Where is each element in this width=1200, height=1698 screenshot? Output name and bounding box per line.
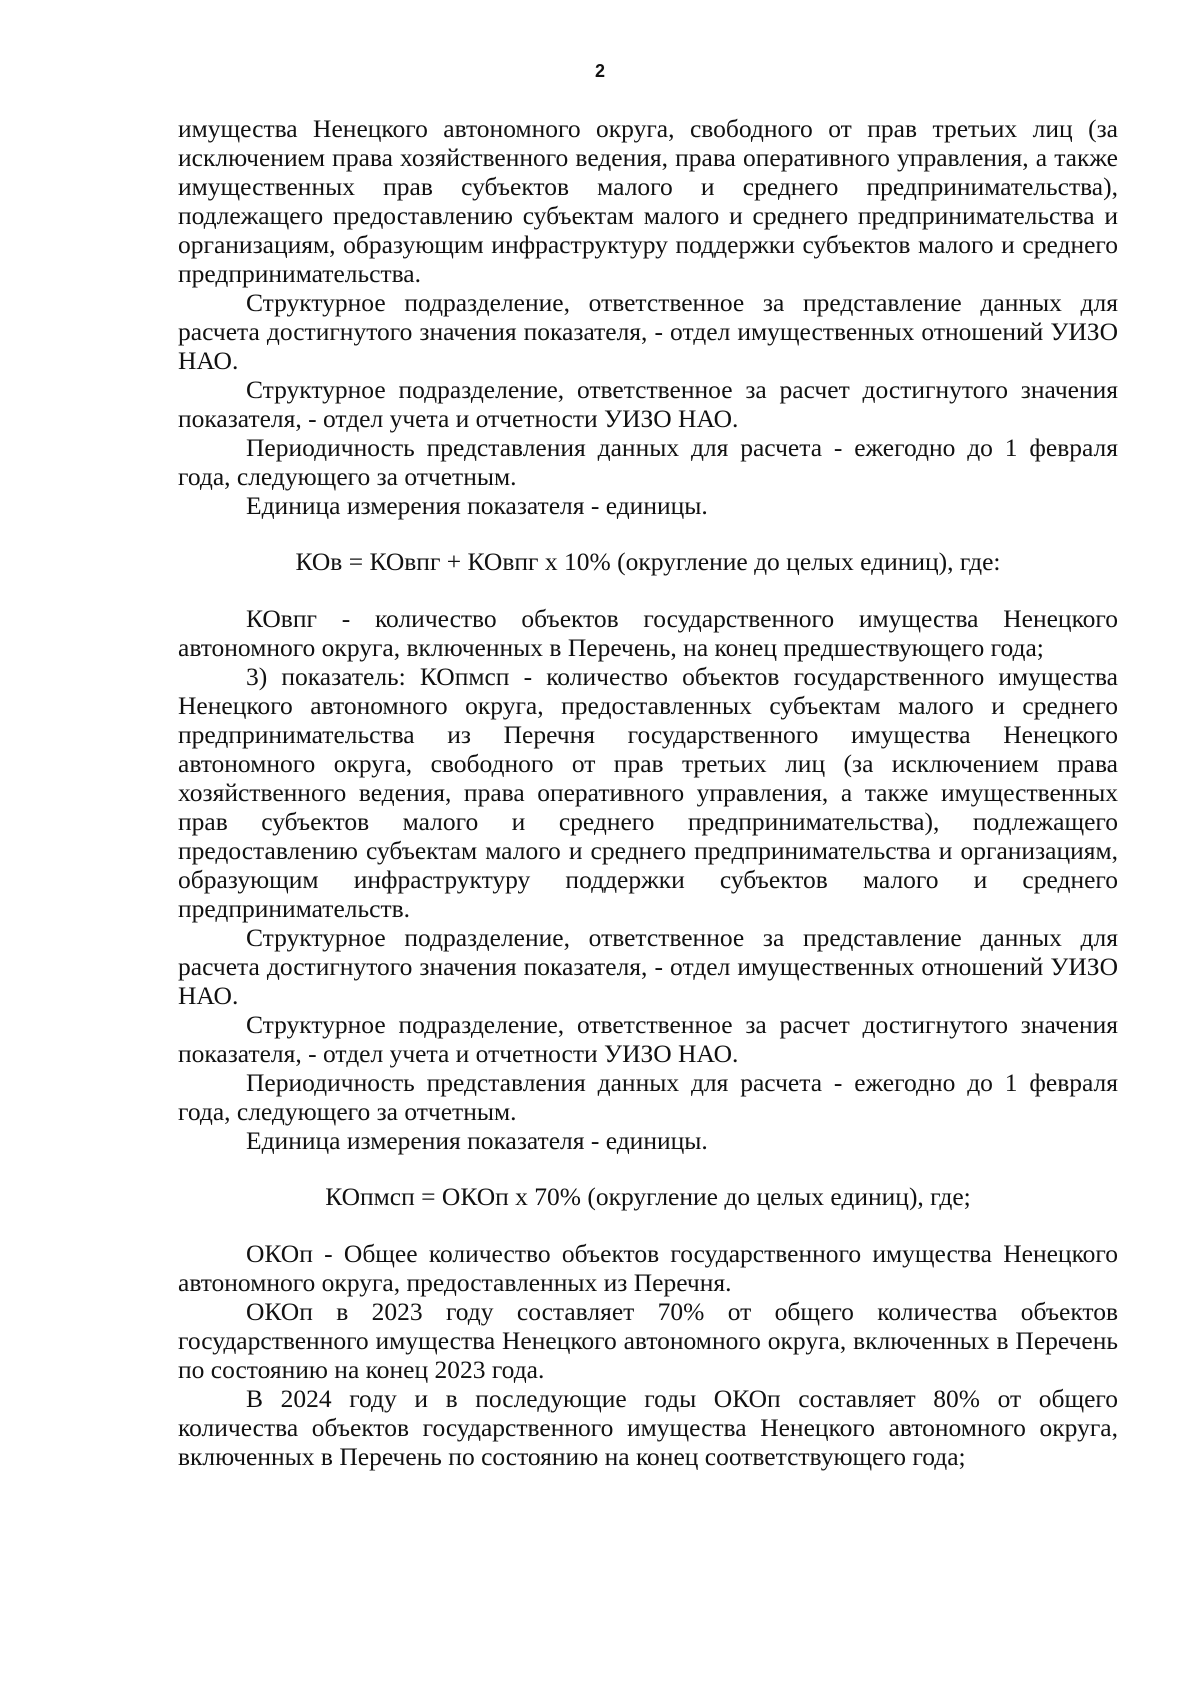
paragraph-kovpg-definition: КОвпг - количество объектов государственного имущества Ненецкого автономного округа, включенных в Перечень, на конец предшествующего года;: [178, 604, 1118, 662]
formula-kopmsp: КОпмсп = ОКОп х 70% (округление до целых единиц), где;: [325, 1182, 971, 1211]
paragraph-periodicity-2: Периодичность представления данных для расчета - ежегодно до 1 февраля года, следующего за отчетным.: [178, 1068, 1118, 1126]
paragraph-periodicity: Периодичность представления данных для расчета - ежегодно до 1 февраля года, следующего за отчетным.: [178, 433, 1118, 491]
paragraph-indicator-3: 3) показатель: КОпмсп - количество объектов государственного имущества Ненецкого автономного округа, предоставленных субъектам малого и среднего предпринимательства из Перечня государственного имущества Ненецкого автономного округа, свободного от прав третьих лиц (за исключением права хозяйственного ведения, права оперативного управления, а также имущественных прав субъектов малого и среднего предпринимательства), подлежащего предоставлению субъектам малого и среднего предпринимательства и организациям, образующим инфраструктуру поддержки субъектов малого и среднего предпринимательств.: [178, 662, 1118, 923]
paragraph-measurement-unit: Единица измерения показателя - единицы.: [246, 491, 708, 520]
paragraph-calculation-unit: Структурное подразделение, ответственное за расчет достигнутого значения показателя, - отдел учета и отчетности УИЗО НАО.: [178, 375, 1118, 433]
paragraph-data-provider: Структурное подразделение, ответственное за представление данных для расчета достигнутого значения показателя, - отдел имущественных отношений УИЗО НАО.: [178, 288, 1118, 375]
page-number: 2: [594, 61, 605, 81]
paragraph-okop-definition: ОКОп - Общее количество объектов государственного имущества Ненецкого автономного округа, предоставленных из Перечня.: [178, 1239, 1118, 1297]
document-body: [178, 114, 1118, 1471]
paragraph-calculation-unit-2: Структурное подразделение, ответственное за расчет достигнутого значения показателя, - отдел учета и отчетности УИЗО НАО.: [178, 1010, 1118, 1068]
paragraph-data-provider-2: Структурное подразделение, ответственное за представление данных для расчета достигнутого значения показателя, - отдел имущественных отношений УИЗО НАО.: [178, 923, 1118, 1010]
paragraph-okop-2023: ОКОп в 2023 году составляет 70% от общего количества объектов государственного имущества Ненецкого автономного округа, включенных в Перечень по состоянию на конец 2023 года.: [178, 1297, 1118, 1384]
paragraph-continuation: имущества Ненецкого автономного округа, свободного от прав третьих лиц (за исключением права хозяйственного ведения, права оперативного управления, а также имущественных прав субъектов малого и среднего предпринимательства), подлежащего предоставлению субъектам малого и среднего предпринимательства и организациям, образующим инфраструктуру поддержки субъектов малого и среднего предпринимательства.: [178, 114, 1118, 288]
formula-kov: КОв = КОвпг + КОвпг х 10% (округление до целых единиц), где:: [295, 547, 1001, 576]
paragraph-measurement-unit-2: Единица измерения показателя - единицы.: [246, 1126, 708, 1155]
paragraph-okop-2024: В 2024 году и в последующие годы ОКОп составляет 80% от общего количества объектов государственного имущества Ненецкого автономного округа, включенных в Перечень по состоянию на конец соответствующего года;: [178, 1384, 1118, 1471]
